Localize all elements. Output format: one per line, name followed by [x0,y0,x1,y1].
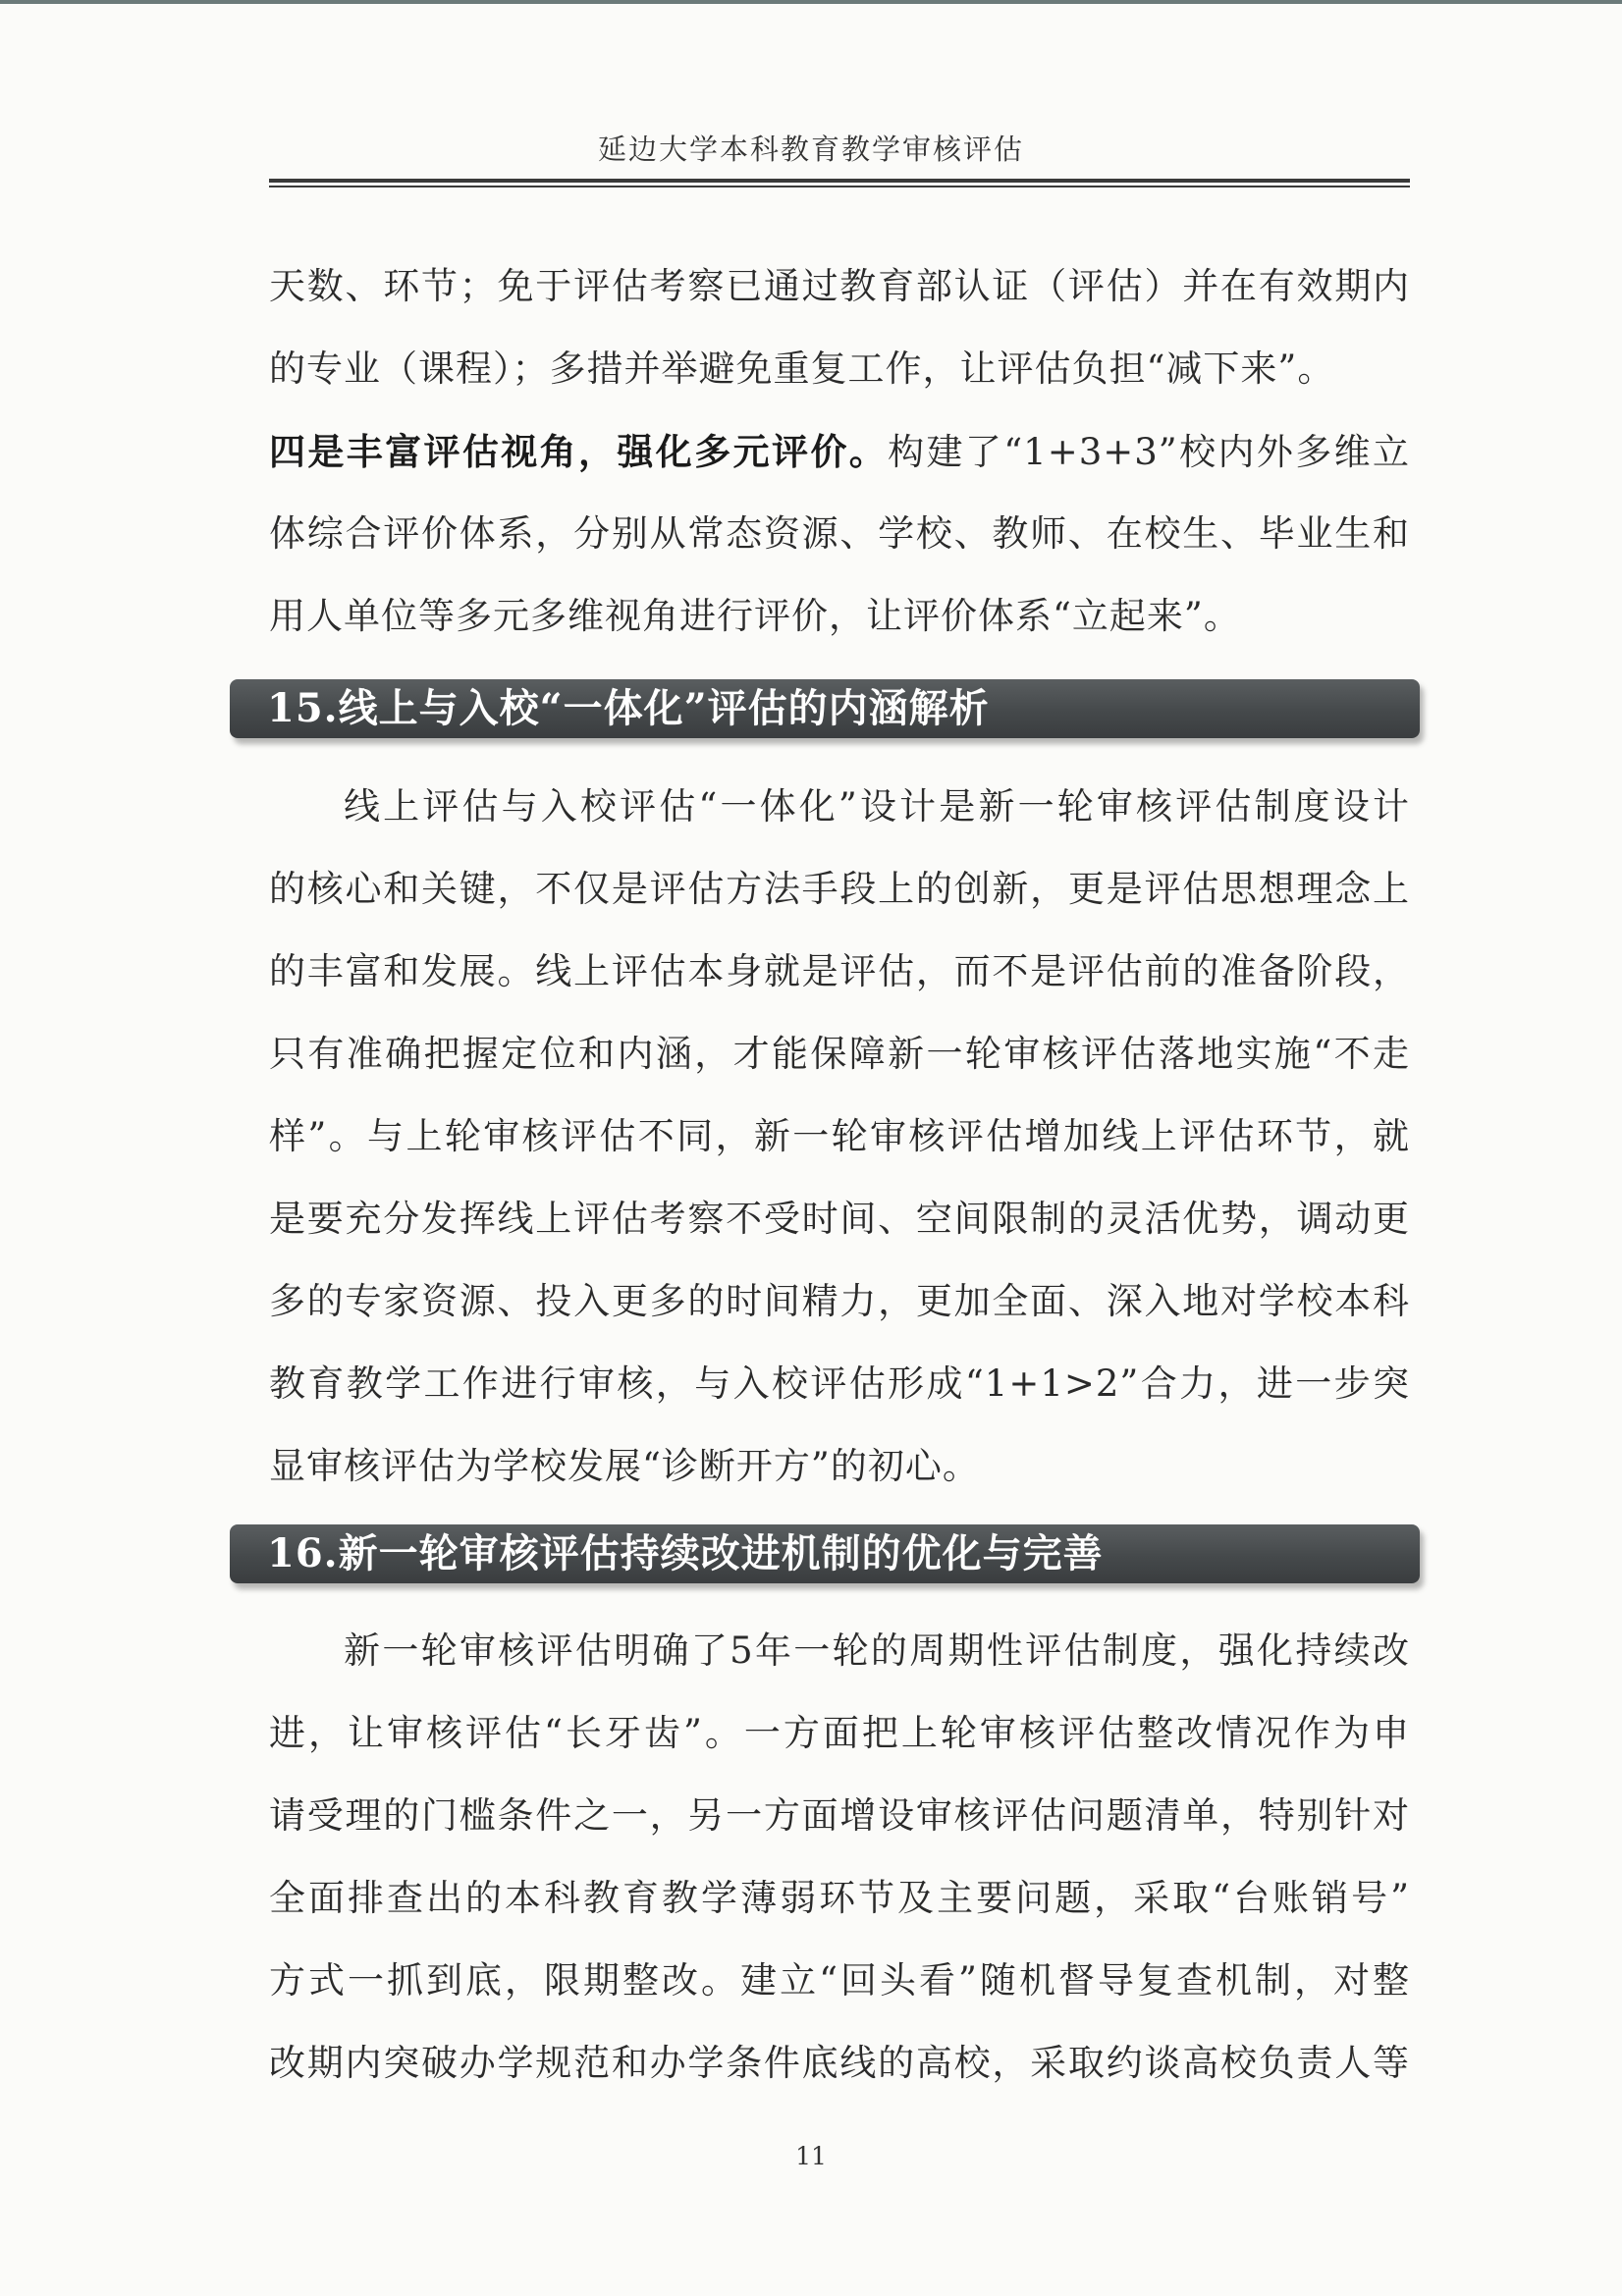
paragraph-line: 天数、环节；免于评估考察已通过教育部认证（评估）并在有效期内 [269,265,1410,307]
paragraph-line: 只有准确把握定位和内涵，才能保障新一轮审核评估落地实施“不走 [269,1033,1410,1075]
paragraph-line: 改期内突破办学规范和办学条件底线的高校，采取约谈高校负责人等 [269,2042,1410,2084]
paragraph-line: 多的专家资源、投入更多的时间精力，更加全面、深入地对学校本科 [269,1280,1410,1322]
intro-paragraph [269,245,1410,658]
section-16-heading-bar [230,1524,1420,1583]
paragraph-line: 进，让审核评估“长牙齿”。一方面把上轮审核评估整改情况作为申 [269,1712,1410,1754]
paragraph-line: 显审核评估为学校发展“诊断开方”的初心。 [269,1445,980,1487]
paragraph-line: 体综合评价体系，分别从常态资源、学校、教师、在校生、毕业生和 [269,512,1410,555]
paragraph-line: 是要充分发挥线上评估考察不受时间、空间限制的灵活优势，调动更 [269,1198,1410,1240]
paragraph-line: 请受理的门槛条件之一，另一方面增设审核评估问题清单，特别针对 [269,1794,1410,1837]
paragraph-line: 全面排查出的本科教育教学薄弱环节及主要问题，采取“台账销号” [269,1877,1410,1919]
section-15-title: 15.线上与入校“一体化”评估的内涵解析 [267,685,990,731]
paragraph-line: 方式一抓到底，限期整改。建立“回头看”随机督导复查机制，对整 [269,1959,1410,2002]
running-header-title: 延边大学本科教育教学审核评估 [597,133,1024,166]
paragraph-line: 样”。与上轮审核评估不同，新一轮审核评估增加线上评估环节，就 [269,1115,1410,1157]
paragraph-line: 用人单位等多元多维视角进行评价，让评价体系“立起来”。 [269,595,1241,637]
paragraph-line-mixed [269,410,1410,493]
bold-lead-text: 四是丰富评估视角，强化多元评价。 [269,430,889,473]
section-15-heading-bar [230,679,1420,738]
header-rule-thin [269,186,1410,187]
paragraph-line: 线上评估与入校评估“一体化”设计是新一轮审核评估制度设计 [344,785,1410,828]
section-16-paragraph [269,1610,1410,2105]
page-number: 11 [795,2142,827,2170]
section-16-title: 16.新一轮审核评估持续改进机制的优化与完善 [267,1530,1104,1576]
paragraph-line-rest: 构建了“1+3+3”校内外多维立 [888,431,1410,473]
paragraph-line: 的丰富和发展。线上评估本身就是评估，而不是评估前的准备阶段， [269,950,1410,992]
paragraph-line: 新一轮审核评估明确了5年一轮的周期性评估制度，强化持续改 [344,1629,1410,1672]
paragraph-line: 教育教学工作进行审核，与入校评估形成“1+1>2”合力，进一步突 [269,1362,1410,1405]
section-15-paragraph [269,766,1410,1508]
scan-top-edge [0,0,1622,4]
header-rule-thick [269,179,1410,183]
paragraph-line: 的专业（课程）；多措并举避免重复工作，让评估负担“减下来”。 [269,347,1335,390]
paragraph-line: 的核心和关键，不仅是评估方法手段上的创新，更是评估思想理念上 [269,868,1410,910]
